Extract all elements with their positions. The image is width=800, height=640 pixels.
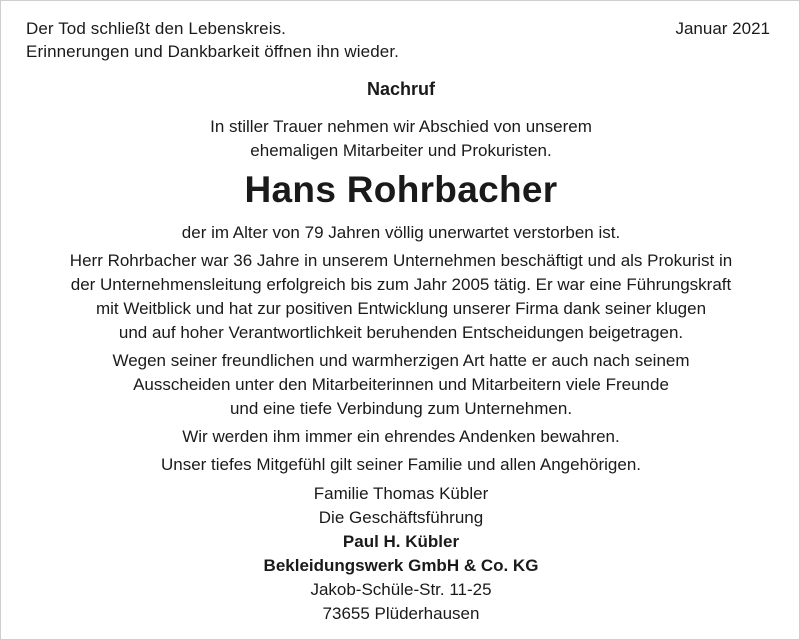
career-line: Herr Rohrbacher war 36 Jahre in unserem Unternehmen beschäftigt und als Prokurist in	[69, 251, 733, 270]
motto	[26, 17, 399, 63]
character-line: Wegen seiner freundlichen und warmherzigen Art hatte er auch nach seinem	[112, 351, 690, 370]
motto-line: Der Tod schließt den Lebenskreis.	[26, 19, 287, 38]
motto-line: Erinnerungen und Dankbarkeit öffnen ihn wieder.	[26, 42, 399, 61]
deceased-name: Hans Rohrbacher	[244, 169, 558, 210]
obituary-body	[1, 221, 800, 477]
intro-line: In stiller Trauer nehmen wir Abschied von unserem	[210, 117, 592, 136]
career-line: der Unternehmensleitung erfolgreich bis zum Jahr 2005 tätig. Er war eine Führungskraft	[70, 275, 732, 294]
date: Januar 2021	[675, 19, 770, 38]
condolence-line: Unser tiefes Mitgefühl gilt seiner Familie und allen Angehörigen.	[160, 455, 642, 474]
career-line: mit Weitblick und hat zur positiven Entwicklung unserer Firma dank seiner klugen	[95, 299, 707, 318]
signature-management: Die Geschäftsführung	[318, 508, 484, 527]
signature-family: Familie Thomas Kübler	[313, 484, 489, 503]
career-paragraph	[1, 249, 800, 345]
signature-block	[1, 482, 800, 626]
signature-person: Paul H. Kübler	[342, 532, 460, 551]
signature-company: Bekleidungswerk GmbH & Co. KG	[263, 556, 539, 575]
character-paragraph	[1, 349, 800, 421]
character-line: und eine tiefe Verbindung zum Unternehmen.	[229, 399, 573, 418]
address-city: 73655 Plüderhausen	[322, 604, 480, 623]
address-street: Jakob-Schüle-Str. 11-25	[310, 580, 492, 599]
intro-line: ehemaligen Mitarbeiter und Prokuristen.	[250, 141, 552, 160]
memory-line: Wir werden ihm immer ein ehrendes Andenken bewahren.	[182, 427, 620, 446]
career-line: und auf hoher Verantwortlichkeit beruhenden Entscheidungen beigetragen.	[118, 323, 684, 342]
heading: Nachruf	[366, 79, 435, 99]
character-line: Ausscheiden unter den Mitarbeiterinnen und Mitarbeitern viele Freunde	[133, 375, 669, 394]
age-line: der im Alter von 79 Jahren völlig unerwartet verstorben ist.	[181, 223, 621, 242]
intro-text	[1, 115, 800, 163]
